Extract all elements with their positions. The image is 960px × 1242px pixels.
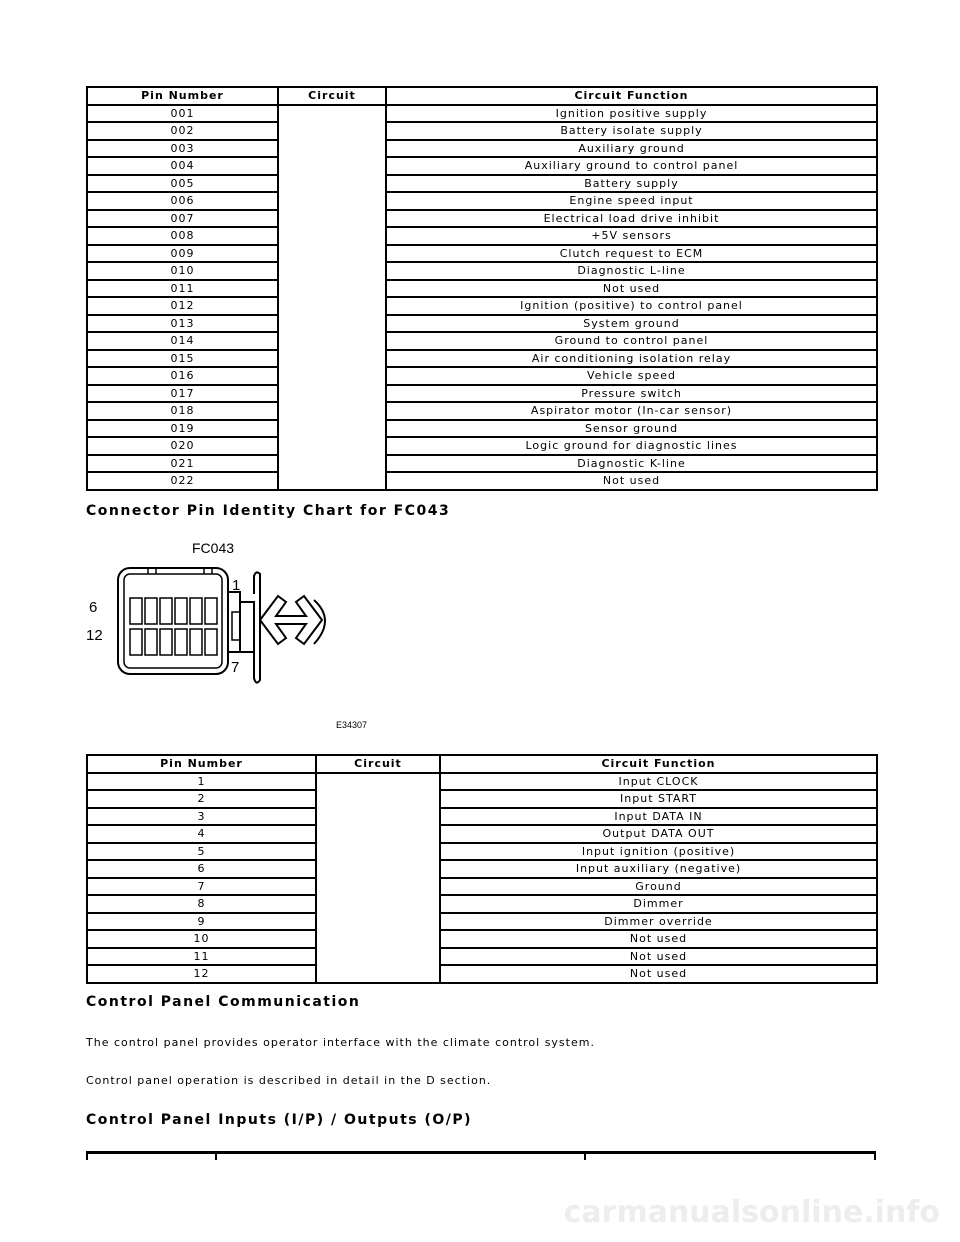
table-row <box>87 402 877 420</box>
header-pin-number: Pin Number <box>87 755 316 773</box>
table-row <box>87 367 877 385</box>
circuit-function-cell: Ground <box>440 878 877 896</box>
circuit-function-cell: Dimmer override <box>440 913 877 931</box>
connector-label: FC043 <box>192 540 235 556</box>
pin-number-cell: 020 <box>87 437 278 455</box>
table-row <box>87 140 877 158</box>
circuit-function-cell: +5V sensors <box>386 227 877 245</box>
heading-control-panel-communication: Control Panel Communication <box>86 994 361 1010</box>
circuit-function-cell: Diagnostic L-line <box>386 262 877 280</box>
pin-label-6: 6 <box>89 599 98 616</box>
pin-number-cell: 10 <box>87 930 316 948</box>
figure-id: E34307 <box>336 720 368 730</box>
pin-number-cell: 014 <box>87 332 278 350</box>
table-row <box>87 948 877 966</box>
pin-number-cell: 008 <box>87 227 278 245</box>
table-row <box>87 105 877 123</box>
header-circuit: Circuit <box>278 87 386 105</box>
pin-number-cell: 001 <box>87 105 278 123</box>
pin-number-cell: 017 <box>87 385 278 403</box>
io-table-top-border <box>86 1150 876 1160</box>
pin-number-cell: 006 <box>87 192 278 210</box>
table-row <box>87 455 877 473</box>
circuit-function-cell: Ignition (positive) to control panel <box>386 297 877 315</box>
pin-number-cell: 022 <box>87 472 278 490</box>
paragraph-operation-detail: Control panel operation is described in detail in the D section. <box>86 1074 492 1087</box>
table-row <box>87 825 877 843</box>
circuit-function-cell: System ground <box>386 315 877 333</box>
circuit-function-cell: Auxiliary ground to control panel <box>386 157 877 175</box>
paragraph-operator-interface: The control panel provides operator interface with the climate control system. <box>86 1036 595 1049</box>
pin-number-cell: 009 <box>87 245 278 263</box>
watermark: carmanualsonline.info <box>563 1195 940 1230</box>
circuit-function-cell: Engine speed input <box>386 192 877 210</box>
circuit-function-cell: Not used <box>440 930 877 948</box>
header-pin-number: Pin Number <box>87 87 278 105</box>
circuit-function-cell: Input START <box>440 790 877 808</box>
pin-number-cell: 2 <box>87 790 316 808</box>
table-row <box>87 895 877 913</box>
table-row <box>87 245 877 263</box>
pin-number-cell: 7 <box>87 878 316 896</box>
table-row <box>87 122 877 140</box>
pin-label-12: 12 <box>86 627 103 644</box>
table-row <box>87 790 877 808</box>
table-row <box>87 262 877 280</box>
circuit-function-cell: Diagnostic K-line <box>386 455 877 473</box>
table-row <box>87 385 877 403</box>
pin-number-cell: 002 <box>87 122 278 140</box>
circuit-function-cell: Electrical load drive inhibit <box>386 210 877 228</box>
pin-number-cell: 011 <box>87 280 278 298</box>
pin-number-cell: 1 <box>87 773 316 791</box>
connector-diagram <box>86 532 386 732</box>
circuit-function-cell: Aspirator motor (In-car sensor) <box>386 402 877 420</box>
circuit-function-cell: Logic ground for diagnostic lines <box>386 437 877 455</box>
pin-number-cell: 003 <box>87 140 278 158</box>
pin-label-7: 7 <box>231 659 240 676</box>
circuit-function-cell: Output DATA OUT <box>440 825 877 843</box>
header-circuit-function: Circuit Function <box>386 87 877 105</box>
circuit-function-cell: Not used <box>440 965 877 983</box>
circuit-function-cell: Pressure switch <box>386 385 877 403</box>
circuit-function-cell: Vehicle speed <box>386 367 877 385</box>
pin-number-cell: 11 <box>87 948 316 966</box>
pin-number-cell: 3 <box>87 808 316 826</box>
table-row <box>87 965 877 983</box>
pin-number-cell: 016 <box>87 367 278 385</box>
table-row <box>87 192 877 210</box>
circuit-cell <box>316 773 440 983</box>
table-row <box>87 210 877 228</box>
pin-number-cell: 004 <box>87 157 278 175</box>
table-row <box>87 420 877 438</box>
pin-number-cell: 013 <box>87 315 278 333</box>
table-row <box>87 315 877 333</box>
pin-number-cell: 5 <box>87 843 316 861</box>
table-header-row <box>87 755 877 773</box>
pin-number-cell: 8 <box>87 895 316 913</box>
circuit-function-cell: Input CLOCK <box>440 773 877 791</box>
circuit-function-cell: Input ignition (positive) <box>440 843 877 861</box>
table-row <box>87 227 877 245</box>
table-row <box>87 350 877 368</box>
pin-number-cell: 010 <box>87 262 278 280</box>
table-row <box>87 843 877 861</box>
circuit-function-cell: Not used <box>440 948 877 966</box>
circuit-function-cell: Air conditioning isolation relay <box>386 350 877 368</box>
pin-number-cell: 007 <box>87 210 278 228</box>
circuit-function-cell: Battery isolate supply <box>386 122 877 140</box>
table-row <box>87 930 877 948</box>
table-row <box>87 175 877 193</box>
circuit-function-cell: Dimmer <box>440 895 877 913</box>
circuit-cell <box>278 105 386 490</box>
circuit-function-cell: Battery supply <box>386 175 877 193</box>
table-row <box>87 808 877 826</box>
table-row <box>87 437 877 455</box>
circuit-function-cell: Not used <box>386 472 877 490</box>
table-row <box>87 773 877 791</box>
pin-number-cell: 12 <box>87 965 316 983</box>
pin-number-cell: 012 <box>87 297 278 315</box>
circuit-function-cell: Input DATA IN <box>440 808 877 826</box>
circuit-function-cell: Sensor ground <box>386 420 877 438</box>
circuit-function-cell: Not used <box>386 280 877 298</box>
pin-label-1: 1 <box>232 577 241 594</box>
circuit-function-cell: Auxiliary ground <box>386 140 877 158</box>
table-row <box>87 472 877 490</box>
pin-number-cell: 4 <box>87 825 316 843</box>
circuit-function-cell: Clutch request to ECM <box>386 245 877 263</box>
pin-number-cell: 018 <box>87 402 278 420</box>
pin-table-main <box>86 86 878 491</box>
pin-number-cell: 6 <box>87 860 316 878</box>
header-circuit-function: Circuit Function <box>440 755 877 773</box>
table-row <box>87 913 877 931</box>
heading-connector-chart: Connector Pin Identity Chart for FC043 <box>86 503 451 519</box>
heading-inputs-outputs: Control Panel Inputs (I/P) / Outputs (O/P) <box>86 1112 473 1128</box>
table-row <box>87 860 877 878</box>
table-header-row <box>87 87 877 105</box>
pin-table-fc043 <box>86 754 878 984</box>
circuit-function-cell: Ground to control panel <box>386 332 877 350</box>
table-row <box>87 878 877 896</box>
header-circuit: Circuit <box>316 755 440 773</box>
pin-number-cell: 005 <box>87 175 278 193</box>
table-row <box>87 297 877 315</box>
table-row <box>87 157 877 175</box>
pin-number-cell: 019 <box>87 420 278 438</box>
circuit-function-cell: Input auxiliary (negative) <box>440 860 877 878</box>
pin-number-cell: 015 <box>87 350 278 368</box>
circuit-function-cell: Ignition positive supply <box>386 105 877 123</box>
table-row <box>87 332 877 350</box>
pin-number-cell: 021 <box>87 455 278 473</box>
pin-number-cell: 9 <box>87 913 316 931</box>
table-row <box>87 280 877 298</box>
